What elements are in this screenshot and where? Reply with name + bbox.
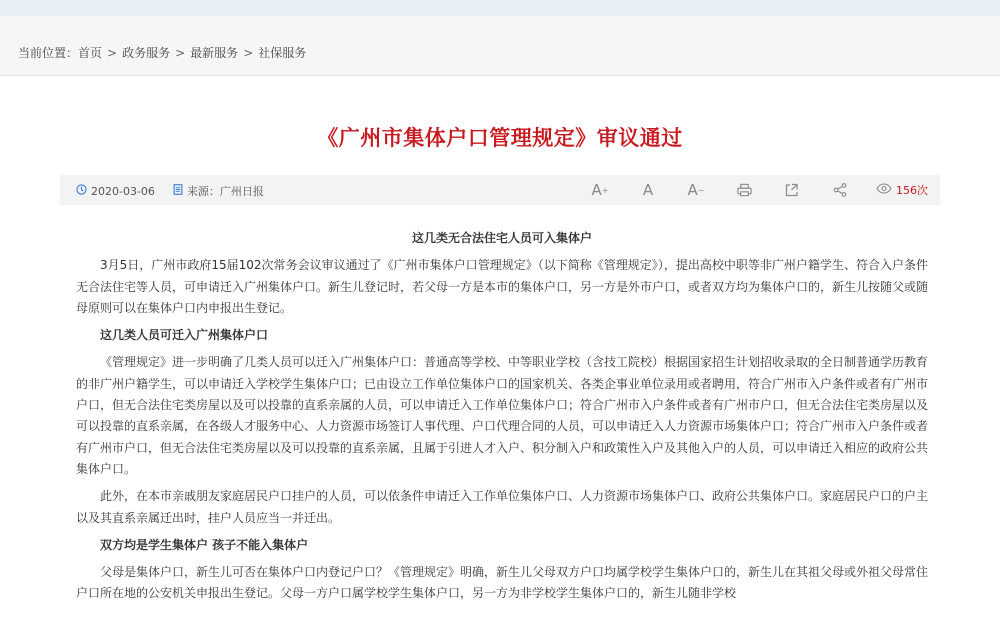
document-icon <box>173 184 183 198</box>
article-source: 来源：广州日报 <box>186 185 264 198</box>
share-icon <box>833 183 847 197</box>
print-icon <box>737 183 752 197</box>
breadcrumb-gov-service[interactable]: 政务服务 <box>122 46 171 60</box>
font-increase-button[interactable]: A + <box>591 181 609 199</box>
top-band <box>0 0 1000 16</box>
breadcrumb-social-security[interactable]: 社保服务 <box>258 46 307 60</box>
section-heading: 这几类无合法住宅人员可入集体户 <box>411 231 592 245</box>
article-tools <box>562 180 928 200</box>
article-date: 2020-03-06 <box>91 184 155 198</box>
view-count-value: 156次 <box>896 184 928 197</box>
breadcrumb-separator: > <box>107 46 118 60</box>
breadcrumb-prefix: 当前位置： <box>18 46 79 60</box>
print-button[interactable] <box>734 180 754 200</box>
article-paragraph: 父母是集体户口，新生儿可否在集体户口内登记户口？《管理规定》明确，新生儿父母双方户口均属学校学生集体户口的，新生儿在其祖父母或外祖父母常住户口所在地的公安机关申报出生登记。父母一方户口属学校学生集体户口，另一方为非学校学生集体户口的，新生儿随非学校 <box>76 565 929 601</box>
breadcrumb <box>18 44 306 61</box>
share-button[interactable] <box>830 180 850 200</box>
breadcrumb-separator: > <box>175 46 186 60</box>
article-paragraph: 3月5日，广州市政府15届102次常务会议审议通过了《广州市集体户口管理规定》（以下简称《管理规定》），提出高校中职等非广州户籍学生、符合入户条件无合法住宅等人员，可申请迁入广州集体户口。新生儿登记时，若父母一方是本市的集体户口，另一方是外市户口，或者双方均为集体户口的，新生儿按随父或随母原则可以在集体户口内申报出生登记。 <box>76 258 929 315</box>
article-meta <box>76 183 264 199</box>
article-meta-bar <box>60 175 940 205</box>
article-body <box>76 228 928 611</box>
article-paragraph: 此外，在本市亲戚朋友家庭居民户口挂户的人员，可以依条件申请迁入工作单位集体户口、人力资源市场集体户口、政府公共集体户口。家庭居民户口的户主以及其直系亲属迁出时，挂户人员应当一并迁出。 <box>76 489 929 525</box>
breadcrumb-bar <box>0 16 1000 76</box>
font-decrease-button[interactable]: A − <box>687 181 705 199</box>
breadcrumb-home[interactable]: 首页 <box>78 46 103 60</box>
share-box-button[interactable] <box>782 180 802 200</box>
font-normal-button[interactable]: A <box>642 181 654 199</box>
article-title: 《广州市集体户口管理规定》审议通过 <box>317 126 683 150</box>
view-count <box>876 182 928 198</box>
clock-icon <box>76 184 87 198</box>
article-paragraph: 《管理规定》进一步明确了几类人员可以迁入广州集体户口：普通高等学校、中等职业学校（含技工院校）根据国家招生计划招收录取的全日制普通学历教育的非广州户籍学生，可以申请迁入学校学生集体户口；已由设立工作单位集体户口的国家机关、各类企事业单位录用或者聘用，符合广州市入户条件或者有广州市户口，但无合法住宅类房屋以及可以投靠的直系亲属的人员，可以申请迁入工作单位集体户口；符合广州市入户条件或者有广州市户口，但无合法住宅类房屋以及可以投靠的直系亲属，在各级人才服务中心、人力资源市场签订人事代理、户口代理合同的人员，可以申请迁入人力资源市场集体户口；符合广州市入户条件或者有广州市户口，但无合法住宅类房屋以及可以投靠的直系亲属，且属于引进人才入户、积分制入户和政策性入户及其他入户的人员，可以申请迁入相应的政府公共集体户口。 <box>76 355 929 476</box>
breadcrumb-latest-service[interactable]: 最新服务 <box>190 46 239 60</box>
section-heading: 这几类人员可迁入广州集体户口 <box>100 328 269 343</box>
section-heading: 双方均是学生集体户 孩子不能入集体户 <box>100 537 309 552</box>
eye-icon <box>876 183 892 198</box>
breadcrumb-separator: > <box>243 46 254 60</box>
share-box-icon <box>785 183 799 197</box>
